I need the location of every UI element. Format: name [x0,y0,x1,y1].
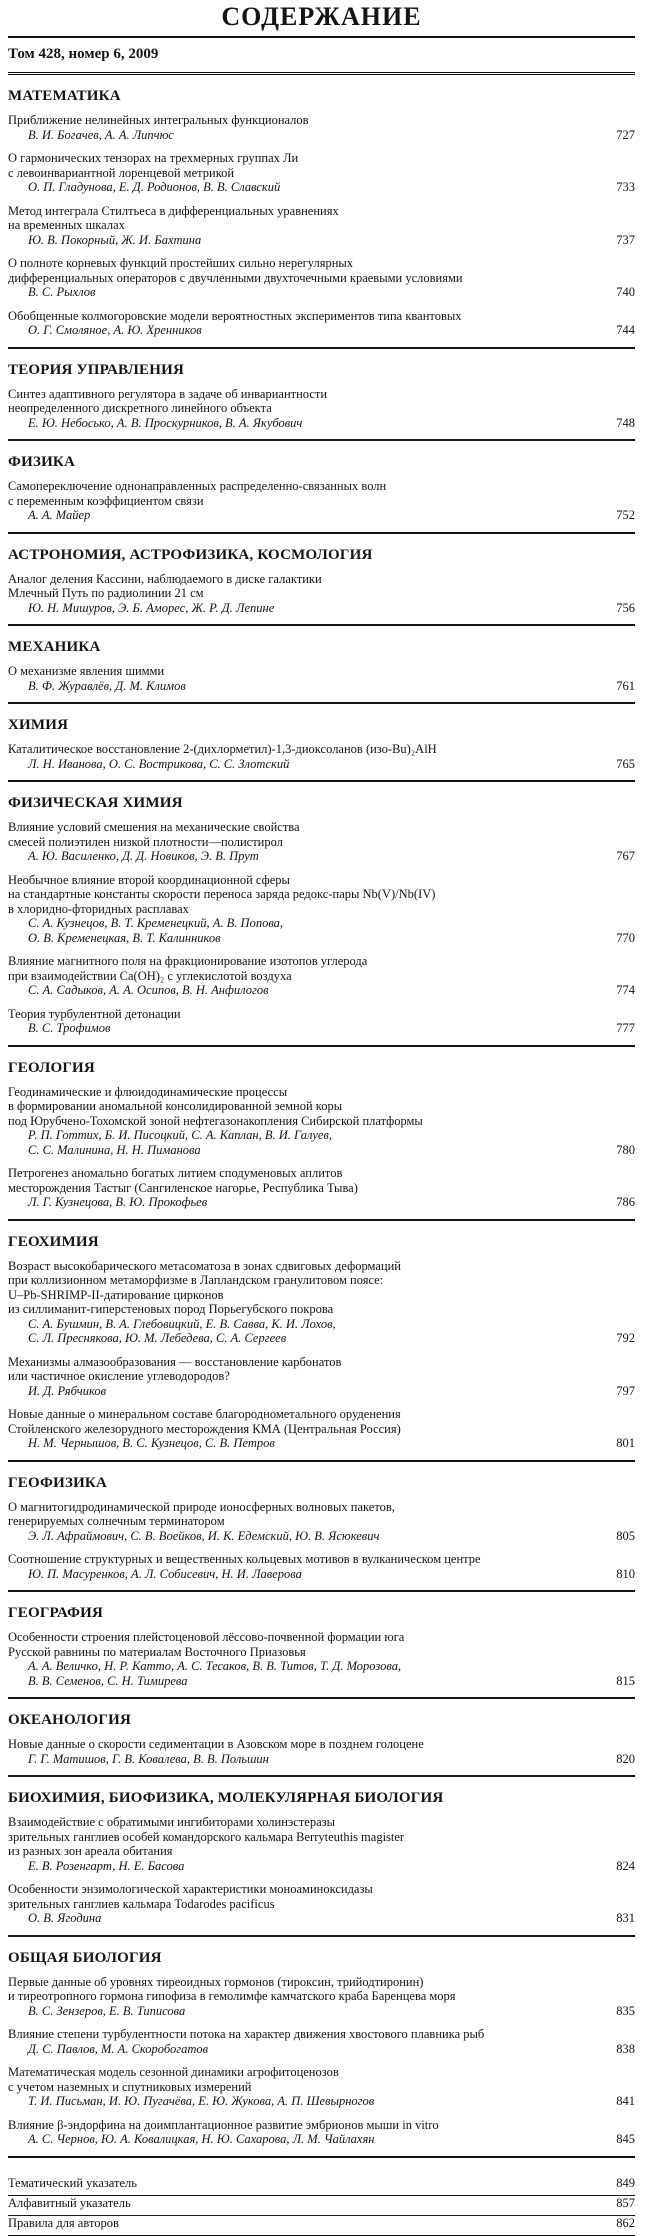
entry-authors: Р. П. Готтих, Б. И. Писоцкий, С. А. Каплан, В. И. Галуев, [28,1128,332,1142]
entry-page-number: 752 [616,508,635,522]
toc-entry [8,873,635,946]
entry-page-number: 838 [616,2041,635,2056]
volume-info: Том 428, номер 6, 2009 [8,46,159,62]
section-rule [8,702,635,704]
entry-title-line: Механизмы алмазообразования — восстановление карбонатов [8,1354,342,1369]
entry-title-line: Соотношение структурных и вещественных кольцевых мотивов в вулканическом центре [8,1552,481,1566]
toc-entry [8,1166,635,1210]
toc-entry [8,2065,635,2109]
toc-entry [8,1259,635,1346]
entry-title-line: Петрогенез аномально богатых литием сподуменовых аплитов [8,1166,343,1180]
toc-section [8,1711,635,1777]
entry-authors: С. А. Бушмин, В. А. Глебовицкий, Е. В. Савва, К. И. Лохов, [28,1316,336,1331]
entry-title-line: Млечный Путь по радиолинии 21 см [8,586,204,600]
entry-title-line: Стойленского железорудного месторождения КМА (Центральная Россия) [8,1421,401,1436]
entry-authors: В. В. Семенов, С. Н. Тимирева 815 [28,1673,635,1688]
entry-page-number: 831 [616,1911,635,1925]
entry-authors: В. С. Рыхлов 740 [28,285,635,299]
toc-entry [8,954,635,998]
entry-title-line: Особенности энзимологической характеристики моноаминоксидазы [8,1882,373,1896]
entry-authors: Т. И. Письман, И. Ю. Пугачёва, Е. Ю. Жукова, А. П. Шевырногов 841 [28,2094,635,2108]
section-rule [8,1775,635,1777]
entry-title-line: О механизме явления шимми [8,664,165,678]
toc-entry [8,309,635,338]
entry-page-number: 740 [616,285,635,299]
section-rule [8,624,635,626]
entry-title-line: Каталитическое восстановление 2-(дихлорметил)-1,3-диоксоланов (изо-Bu)₂AlH [8,742,437,756]
section-title: ФИЗИЧЕСКАЯ ХИМИЯ [8,795,183,811]
index-page-number: 857 [616,2195,635,2210]
section-title: ТЕОРИЯ УПРАВЛЕНИЯ [8,361,185,378]
entry-title-line: Первые данные об уровнях тиреоидных гормонов (тироксин, трийодтиронин) [8,1974,424,1989]
section-rule [8,1045,635,1047]
section-rule [8,1219,635,1221]
entry-title-line: и тиреотропного гормона гипофиза в гемолимфе камчатского краба Баренцева моря [8,1989,456,2003]
section-rule [8,439,635,441]
section-title: ГЕОЛОГИЯ [8,1059,95,1076]
entry-page-number: 845 [616,2132,635,2146]
entry-authors: О. П. Гладунова, Е. Д. Родионов, В. В. Славский 733 [28,180,635,194]
entry-page-number: 810 [616,1566,635,1581]
entry-title-line: Влияние условий смешения на механические свойства [8,820,300,834]
toc-entry [8,1007,635,1036]
entry-page-number: 801 [616,1436,635,1450]
entry-page-number: 733 [616,180,635,194]
entry-title-line: О полноте корневых функций простейших сильно нерегулярных [8,256,354,270]
entry-title-line: Самопереключение однонаправленных распределенно-связанных волн [8,479,387,493]
entry-title-line: с переменным коэффициентом связи [8,493,204,508]
entry-title-line: в формировании аномальной консолидированной земной коры [8,1099,343,1113]
entry-page-number: 777 [616,1021,635,1035]
toc-entry [8,664,635,693]
entry-title-line: генерируемых солнечным терминатором [8,1514,225,1528]
toc-section [8,1474,635,1593]
entry-authors: Ю. Н. Мишуров, Э. Б. Аморес, Ж. Р. Д. Лепине 756 [28,600,635,615]
entry-title-line: дифференциальных операторов с двучленными двухточечными краевыми условиями [8,270,463,285]
entry-authors: Э. Л. Афраймович, С. В. Воейков, И. К. Едемский, Ю. В. Ясюкевич 805 [28,1528,635,1543]
toc-entry [8,1355,635,1399]
section-title: ФИЗИКА [8,454,76,470]
entry-title-line: U–Pb-SHRIMP-II-датирование цирконов [8,1287,224,1302]
index-label: Алфавитный указатель [8,2195,131,2210]
index-row [8,2196,635,2216]
entry-title-line: Обобщенные колмогоровские модели вероятностных экспериментов типа квантовых [8,308,462,323]
entry-authors: Д. С. Павлов, М. А. Скоробогатов 838 [28,2041,635,2056]
index-row [8,2216,635,2236]
entry-title-line: Взаимодействие с обратимыми ингибиторами холинэстеразы [8,1815,335,1829]
toc-section [8,794,635,1047]
index-row [8,2176,635,2196]
entry-page-number: 792 [616,1331,635,1345]
entry-title-line: из силлиманит-гиперстеновых пород Порьегубского покрова [8,1302,334,1316]
index-label: Тематический указатель [8,2175,137,2190]
entry-title-line: смесей полиэтилен низкой плотности—полистирол [8,834,283,849]
entry-authors: А. А. Величко, Н. Р. Катто, А. С. Тесаков, В. В. Титов, Т. Д. Морозова, [28,1659,402,1673]
entry-authors: А. С. Чернов, Ю. А. Ковалицкая, Н. Ю. Сахарова, Л. М. Чайлахян 845 [28,2132,635,2146]
entry-authors: Ю. В. Покорный, Ж. И. Бахтина 737 [28,232,635,247]
entry-title-line: Необычное влияние второй координационной сферы [8,872,290,887]
entry-page-number: 770 [616,930,635,945]
entry-title-line: при взаимодействии Ca(OH)₂ с углекислотой воздуха [8,968,292,983]
section-rule [8,2156,635,2158]
entry-authors: А. Ю. Василенко, Д. Д. Новиков, Э. В. Прут 767 [28,849,635,863]
entry-title-line: Синтез адаптивного регулятора в задаче об инвариантности [8,386,328,401]
toc-entry [8,113,635,142]
entry-title-line: Возраст высокобарического метасоматоза в зонах сдвиговых деформаций [8,1258,401,1273]
toc-entry [8,1085,635,1158]
toc-section [8,1789,635,1937]
entry-authors: В. И. Богачев, А. А. Липчюс 727 [28,127,635,142]
entry-page-number: 841 [616,2094,635,2108]
toc-entry [8,256,635,300]
page-title: СОДЕРЖАНИЕ [221,2,422,31]
toc-entry [8,2118,635,2147]
entry-page-number: 737 [616,232,635,247]
section-rule [8,347,635,349]
section-title: МЕХАНИКА [8,639,101,655]
entry-title-line: Аналог деления Кассини, наблюдаемого в диске галактики [8,571,322,586]
entry-authors: О. Г. Смоляное, А. Ю. Хренников 744 [28,323,635,337]
index-list [8,2176,635,2236]
entry-title-line: Русской равнины по материалам Восточного Приазовья [8,1644,306,1659]
entry-title-line: при коллизионном метаморфизме в Лапландском гранулитовом поясе: [8,1273,384,1287]
entry-title-line: с левоинвариантной лоренцевой метрикой [8,165,235,180]
entry-authors: С. С. Малинина, Н. Н. Пиманова 780 [28,1142,635,1157]
entry-title-line: в хлоридно-фторидных расплавах [8,901,189,916]
entry-page-number: 744 [616,323,635,337]
section-title: ГЕОГРАФИЯ [8,1605,104,1621]
toc-section [8,716,635,782]
entry-authors: С. Л. Преснякова, Ю. М. Лебедева, С. А. Сергеев 792 [28,1331,635,1345]
section-title: ГЕОФИЗИКА [8,1474,108,1491]
entry-title-line: Математическая модель сезонной динамики агрофитоценозов [8,2065,339,2079]
entry-title-line: на стандартные константы скорости переноса заряда редокс-пары Nb(V)/Nb(IV) [8,887,436,901]
section-rule [8,1460,635,1462]
entry-title-line: Влияние β-эндорфина на доимплантационное развитие эмбрионов мыши in vitro [8,2117,439,2132]
entry-authors: С. А. Садыков, А. А. Осипов, В. Н. Анфилогов 774 [28,983,635,997]
entry-page-number: 815 [616,1673,635,1688]
entry-title-line: с учетом наземных и спутниковых измерений [8,2079,252,2094]
toc-section [8,361,635,442]
section-title: ГЕОХИМИЯ [8,1233,99,1250]
index-page-number: 862 [616,2215,635,2230]
entry-title-line: зрительных ганглиев особей командорского кальмара Berryteuthis magister [8,1829,405,1844]
entry-authors: В. С. Трофимов 777 [28,1021,635,1035]
entry-page-number: 727 [616,127,635,142]
toc-entry [8,572,635,616]
entry-page-number: 820 [616,1751,635,1766]
entry-title-line: Приближение нелинейных интегральных функционалов [8,113,309,127]
entry-title-line: Новые данные о минеральном составе благороднометального оруденения [8,1407,401,1421]
entry-authors: Л. Г. Кузнецова, В. Ю. Прокофьев 786 [28,1195,635,1209]
entry-authors: Л. Н. Иванова, О. С. Вострикова, С. С. Злотский 765 [28,756,635,771]
toc-entry [8,1882,635,1926]
toc-entry [8,387,635,431]
volume-rule [8,72,635,75]
entry-title-line: или частичное окисление углеводородов? [8,1369,230,1383]
entry-title-line: Теория турбулентной детонации [8,1006,181,1021]
toc-entry [8,1630,635,1688]
toc-entry [8,1975,635,2019]
entry-title-line: из разных зон ареала обитания [8,1844,173,1858]
entry-authors: В. С. Зензеров, Е. В. Типисова 835 [28,2003,635,2018]
entry-authors: И. Д. Рябчиков 797 [28,1383,635,1398]
toc-section [8,87,635,349]
entry-page-number: 786 [616,1195,635,1209]
toc-section [8,1059,635,1221]
entry-authors: А. А. Майер 752 [28,508,635,522]
sections-list [8,87,635,2158]
toc-section [8,638,635,704]
toc-entry [8,2027,635,2056]
toc-entry [8,820,635,864]
index-page-number: 849 [616,2175,635,2190]
section-title: ХИМИЯ [8,717,69,733]
index-label: Правила для авторов [8,2215,119,2230]
entry-title-line: Влияние степени турбулентности потока на характер движения хвостового плавника рыб [8,2027,485,2041]
toc-entry [8,1815,635,1873]
toc-entry [8,1407,635,1451]
section-rule [8,780,635,782]
entry-page-number: 805 [616,1528,635,1543]
toc-section [8,546,635,627]
entry-authors: В. Ф. Журавлёв, Д. М. Климов 761 [28,678,635,693]
section-rule [8,1935,635,1937]
section-title: БИОХИМИЯ, БИОФИЗИКА, МОЛЕКУЛЯРНАЯ БИОЛОГИЯ [8,1790,444,1806]
entry-title-line: Влияние магнитного поля на фракционирование изотопов углерода [8,954,368,968]
entry-authors: О. В. Ягодина 831 [28,1911,635,1925]
toc-section [8,453,635,534]
toc-entry [8,204,635,248]
entry-page-number: 748 [616,415,635,430]
toc-entry [8,1552,635,1581]
entry-title-line: О магнитогидродинамической природе ионосферных волновых пакетов, [8,1499,395,1514]
entry-title-line: Геодинамические и флюидодинамические процессы [8,1084,288,1099]
toc-entry [8,151,635,195]
entry-authors: Е. Ю. Небосько, А. В. Проскурников, В. А. Якубович 748 [28,415,635,430]
toc-section [8,1949,635,2158]
entry-authors: Н. М. Чернышов, В. С. Кузнецов, С. В. Петров 801 [28,1436,635,1450]
toc-entry [8,742,635,771]
entry-title-line: Метод интеграла Стилтьеса в дифференциальных уравнениях [8,203,339,218]
section-rule [8,1590,635,1592]
section-title: МАТЕМАТИКА [8,88,121,104]
entry-title-line: О гармонических тензорах на трехмерных группах Ли [8,151,299,165]
section-title: ОБЩАЯ БИОЛОГИЯ [8,1949,162,1966]
toc-entry [8,1737,635,1766]
entry-page-number: 797 [616,1383,635,1398]
entry-page-number: 767 [616,849,635,863]
entry-title-line: неопределенного дискретного линейного объекта [8,401,272,415]
section-title: ОКЕАНОЛОГИЯ [8,1712,132,1728]
entry-page-number: 756 [616,600,635,615]
title-rule [8,36,635,38]
entry-authors: Е. В. Розенгарт, Н. Е. Басова 824 [28,1858,635,1873]
entry-page-number: 765 [616,756,635,771]
entry-authors: Ю. П. Масуренков, А. Л. Собисевич, Н. И. Лаверова 810 [28,1566,635,1581]
toc-entry [8,1500,635,1544]
toc-entry [8,479,635,523]
section-rule [8,532,635,534]
entry-authors: О. В. Кременецкая, В. Т. Калинников 770 [28,930,635,945]
entry-title-line: под Юрубчено-Тохомской зоной нефтегазонакопления Сибирской платформы [8,1113,423,1128]
entry-authors: С. А. Кузнецов, В. Т. Кременецкий, А. В. Попова, [28,916,284,930]
entry-title-line: Особенности строения плейстоценовой лёссово-почвенной формации юга [8,1630,405,1644]
entry-page-number: 761 [616,678,635,693]
toc-section [8,1233,635,1462]
entry-authors: Г. Г. Матишов, Г. В. Ковалева, В. В. Польшин 820 [28,1751,635,1766]
toc-section [8,1604,635,1699]
entry-title-line: Новые данные о скорости седиментации в Азовском море в позднем голоцене [8,1737,424,1751]
entry-page-number: 774 [616,983,635,997]
entry-title-line: зрительных ганглиев кальмара Todarodes pacificus [8,1896,275,1911]
entry-page-number: 824 [616,1858,635,1873]
section-rule [8,1697,635,1699]
entry-page-number: 780 [616,1142,635,1157]
entry-title-line: месторождения Тастыг (Сангиленское нагорье, Республика Тыва) [8,1180,358,1195]
entry-title-line: на временных шкалах [8,218,125,232]
entry-page-number: 835 [616,2003,635,2018]
section-title: АСТРОНОМИЯ, АСТРОФИЗИКА, КОСМОЛОГИЯ [8,546,373,563]
